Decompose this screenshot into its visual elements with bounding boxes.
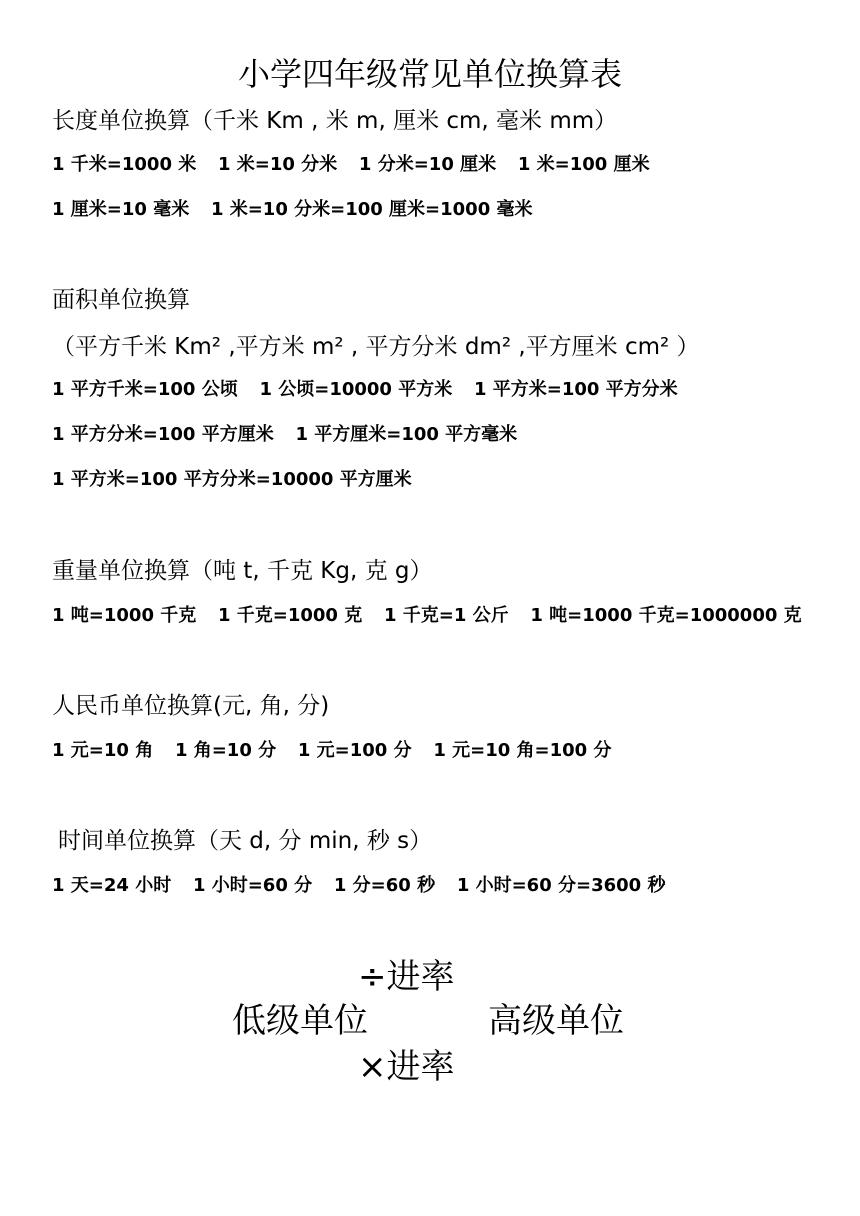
time-line-1 (52, 872, 681, 900)
low-unit-label: 低级单位 (232, 1001, 368, 1041)
money-line-1 (52, 737, 627, 765)
formula: 1 厘米=10 毫米 (52, 199, 190, 220)
formula: 1 平方米=100 平方分米 (473, 379, 678, 400)
formula: 1 平方分米=100 平方厘米 (52, 424, 274, 445)
formula: 1 平方厘米=100 平方毫米 (295, 424, 518, 445)
formula: 1 小时=60 分=3600 秒 (456, 875, 666, 896)
formula: 1 天=24 小时 (52, 875, 172, 896)
formula: 1 元=10 角 (52, 740, 154, 761)
formula: 1 千米=1000 米 (52, 154, 197, 175)
conversion-diagram (0, 950, 860, 1090)
formula: 1 千克=1000 克 (217, 605, 363, 626)
formula: 1 吨=1000 千克=1000000 克 (530, 605, 802, 626)
formula: 1 分=60 秒 (333, 875, 436, 896)
weight-heading: 重量单位换算（吨 t, 千克 Kg, 克 g） (52, 558, 433, 584)
formula: 1 吨=1000 千克 (52, 605, 197, 626)
formula: 1 公顷=10000 平方米 (259, 379, 453, 400)
formula: 1 米=10 分米 (217, 154, 338, 175)
formula: 1 平方千米=100 公顷 (52, 379, 238, 400)
divide-rate-label: ÷进率 (358, 957, 455, 997)
formula: 1 元=100 分 (297, 740, 412, 761)
formula: 1 千克=1 公斤 (383, 605, 509, 626)
length-line-1 (52, 151, 666, 179)
area-heading: 面积单位换算 (52, 287, 190, 313)
formula: 1 米=100 厘米 (517, 154, 650, 175)
area-line-2 (52, 421, 533, 449)
formula: 1 米=10 分米=100 厘米=1000 毫米 (210, 199, 533, 220)
length-heading: 长度单位换算（千米 Km , 米 m, 厘米 cm, 毫米 mm） (52, 108, 618, 134)
formula: 1 平方米=100 平方分米=10000 平方厘米 (52, 469, 412, 490)
high-unit-label: 高级单位 (488, 1001, 624, 1041)
area-line-1 (52, 376, 694, 404)
formula: 1 元=10 角=100 分 (433, 740, 612, 761)
multiply-rate-label: ×进率 (358, 1047, 455, 1087)
money-heading: 人民币单位换算(元, 角, 分) (52, 693, 330, 719)
weight-line-1 (52, 602, 818, 630)
formula: 1 小时=60 分 (192, 875, 313, 896)
area-line-3 (52, 466, 428, 494)
area-subheading: （平方千米 Km² ,平方米 m² , 平方分米 dm² ,平方厘米 cm² ） (52, 334, 700, 360)
length-line-2 (52, 196, 549, 224)
time-heading: 时间单位换算（天 d, 分 min, 秒 s） (58, 828, 433, 854)
formula: 1 角=10 分 (174, 740, 277, 761)
page-title: 小学四年级常见单位换算表 (237, 55, 622, 93)
formula: 1 分米=10 厘米 (358, 154, 497, 175)
